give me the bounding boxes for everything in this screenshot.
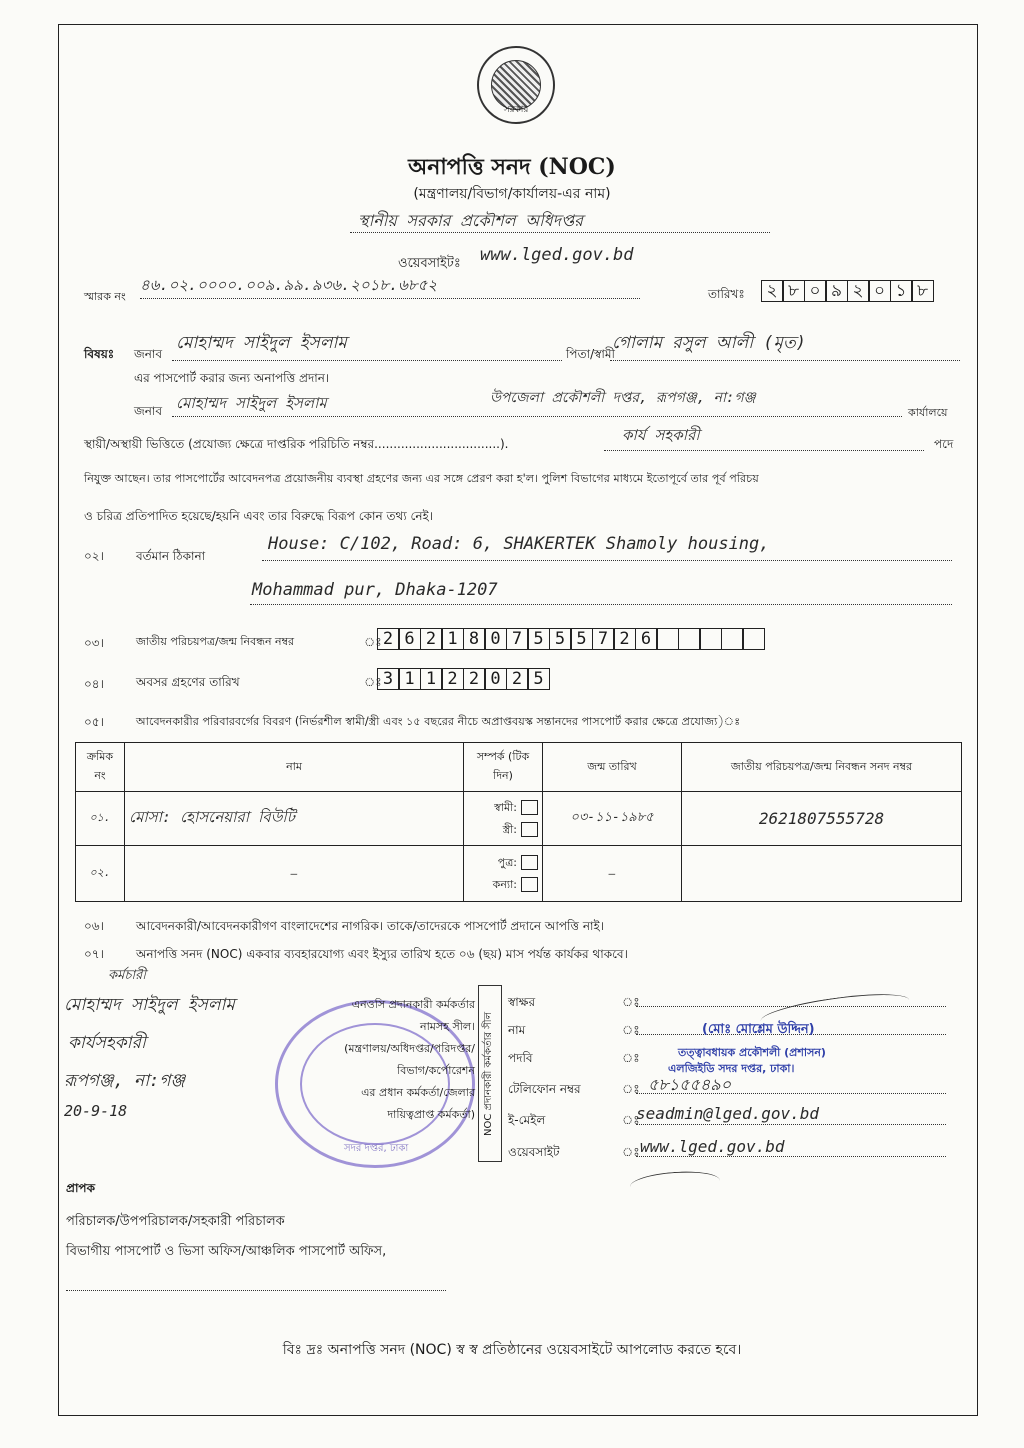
website-field-label: ওয়েবসাইট — [508, 1145, 560, 1159]
date-digit: ৮ — [911, 280, 934, 302]
row-nid — [682, 846, 962, 902]
applicant-sign-title: কার্যসহকারী — [68, 1033, 146, 1053]
date-digit: ০ — [804, 280, 827, 302]
web-colon: ঃ — [622, 1145, 640, 1159]
col-dob: জন্ম তারিখ — [543, 743, 682, 792]
recipient-line-2: বিভাগীয় পাসপোর্ট ও ভিসা অফিস/আঞ্চলিক পাসপোর্ট অফিস, — [66, 1244, 387, 1259]
office-name: স্থানীয় সরকার প্রকৌশল অধিদপ্তর — [358, 211, 583, 230]
signer-post: তত্ত্বাবধায়ক প্রকৌশলী (প্রশাসন) — [678, 1046, 826, 1059]
post-colon: ঃ — [622, 1051, 640, 1065]
phone-label: টেলিফোন নম্বর — [508, 1082, 581, 1096]
signer-org: এলজিইডি সদর দপ্তর, ঢাকা। — [668, 1062, 795, 1075]
nid-digit — [742, 628, 765, 650]
subject-line2: এর পাসপোর্ট করার জন্য অনাপত্তি প্রদান। — [134, 371, 330, 385]
nid-digit: 6 — [635, 628, 658, 650]
rel-a-label: স্বামী: — [494, 800, 517, 814]
nid-digit: 0 — [484, 628, 507, 650]
rel-b-checkbox[interactable] — [521, 877, 538, 892]
subject-line3: স্থায়ী/অস্থায়ী ভিত্তিতে (প্রযোজ্য ক্ষেত্রে দাপ্তরিক পরিচিতি নম্বর.................................). — [84, 437, 509, 451]
row-relation — [464, 846, 543, 902]
memo-label: স্মারক নং — [84, 290, 126, 303]
date-digit: ১ — [890, 280, 913, 302]
date-label: তারিখঃ — [708, 287, 745, 301]
recipient-dotline — [66, 1290, 446, 1291]
address-line-1: House: C/102, Road: 6, SHAKERTEK Shamoly housing, — [268, 534, 770, 554]
seal-label: সরকার — [503, 105, 529, 115]
retire-digit: 3 — [377, 668, 400, 690]
father-name: গোলাম রসুল আলী (মৃত) — [612, 333, 806, 353]
rel-b-label: স্ত্রী: — [502, 822, 517, 836]
nid-digit — [699, 628, 722, 650]
family-label: আবেদনকারীর পরিবারবর্গের বিবরণ (নির্ভরশীল স্বামী/স্ত্রী এবং ১৫ বছরের নীচে অপ্রাপ্তবয়স্ক সন্তানদের পাসপোর্ট করার ক্ষেত্রে প্রযোজ্য)ঃ — [136, 715, 741, 728]
rel-b-label: কন্যা: — [492, 877, 517, 891]
nid-digit: 8 — [463, 628, 486, 650]
item-04-number: ০৪। — [84, 677, 104, 691]
footer-note: বিঃ দ্রঃ অনাপত্তি সনদ (NOC) স্ব স্ব প্রতিষ্ঠানের ওয়েবসাইটে আপলোড করতে হবে। — [282, 1342, 742, 1358]
office-dotline — [350, 232, 770, 233]
date-digit: ০ — [868, 280, 891, 302]
paragraph-2: ও চরিত্র প্রতিপাদিত হয়েছে/হয়নি এবং তার বিরুদ্ধে বিরূপ কোন তথ্য নেই। — [84, 509, 434, 523]
office-2: উপজেলা প্রকৌশলী দপ্তর, রূপগঞ্জ, না:গঞ্জ — [490, 390, 756, 406]
retire-digit: 1 — [398, 668, 421, 690]
nid-digit: 5 — [527, 628, 550, 650]
signer-phone: ৫৮১৫৫৪৯০ — [648, 1075, 732, 1094]
nid-digit: 7 — [592, 628, 615, 650]
subject-label: বিষয়ঃ — [84, 347, 115, 361]
stamp-text: সদর দপ্তর, ঢাকা — [344, 1143, 409, 1154]
office2-dotline — [172, 416, 902, 417]
post-label: পদবি — [508, 1051, 533, 1065]
retire-digit: 5 — [527, 668, 550, 690]
address-label: বর্তমান ঠিকানা — [136, 549, 206, 563]
memo-dotline — [140, 298, 640, 299]
signer-name: (মোঃ মোশ্লেম উদ্দিন) — [702, 1022, 815, 1037]
rel-a-label: পুত্র: — [497, 855, 517, 869]
item-05-number: ০৫। — [84, 715, 104, 729]
nid-label: জাতীয় পরিচয়পত্র/জন্ম নিবন্ধন নম্বর — [136, 635, 295, 648]
nid-digit: 5 — [549, 628, 572, 650]
issuer-line-6: দায়িত্বপ্রাপ্ত কর্মকর্তা) — [387, 1108, 475, 1121]
applicant-sign-name: মোহাম্মদ সাইদুল ইসলাম — [64, 995, 235, 1015]
nid-digit: 6 — [398, 628, 421, 650]
item-03-number: ০৩। — [84, 636, 104, 650]
date-digit: ৮ — [782, 280, 805, 302]
government-seal — [477, 46, 555, 124]
row-dob: — — [543, 846, 682, 902]
website-label: ওয়েবসাইটঃ — [398, 256, 461, 271]
signer-website: www.lged.gov.bd — [640, 1137, 785, 1156]
family-table — [75, 742, 962, 902]
nid-digit: 2 — [420, 628, 443, 650]
rel-a-checkbox[interactable] — [521, 800, 538, 815]
email-label: ই-মেইল — [508, 1113, 546, 1127]
validity-text: অনাপত্তি সনদ (NOC) একবার ব্যবহারযোগ্য এবং ইস্যুর তারিখ হতে ০৬ (ছয়) মাস পর্যন্ত কার্যকর থাকবে। — [136, 947, 628, 961]
document-title: অনাপত্তি সনদ (NOC) — [408, 154, 616, 180]
retire-digit: 0 — [484, 668, 507, 690]
date-digit: ২ — [761, 280, 784, 302]
address-dotline-2 — [250, 604, 952, 605]
rel-b-checkbox[interactable] — [521, 822, 538, 837]
office-suffix: কার্যালয়ে — [908, 406, 948, 419]
web-dotline — [636, 1156, 946, 1157]
document-subtitle: (মন্ত্রণালয়/বিভাগ/কার্যালয়-এর নাম) — [413, 186, 611, 202]
janab-label: জনাব — [134, 347, 163, 361]
nid-digit: 5 — [570, 628, 593, 650]
row-name: — — [125, 846, 464, 902]
retire-digit: 1 — [420, 668, 443, 690]
col-nid: জাতীয় পরিচয়পত্র/জন্ম নিবন্ধন সনদ নম্বর — [682, 743, 962, 792]
item-06-number: ০৬। — [84, 919, 104, 933]
signer-email: seadmin@lged.gov.bd — [636, 1104, 820, 1123]
applicant-sign-date: 20-9-18 — [64, 1102, 128, 1120]
col-relation: সম্পর্ক (টিক দিন) — [464, 743, 543, 792]
post-value: কার্য সহকারী — [622, 426, 700, 444]
table-row — [76, 846, 962, 902]
retire-colon: ঃ — [364, 675, 382, 689]
nid-digit — [678, 628, 701, 650]
nid-digit: 7 — [506, 628, 529, 650]
item-07-number: ০৭। — [84, 947, 104, 961]
father-label: পিতা/স্বামী — [566, 347, 615, 361]
memo-number: ৪৬.০২.০০০০.০০৯.৯৯.৯৩৬.২০১৮.৬৮৫২ — [140, 276, 438, 294]
sign-label: স্বাক্ষর — [508, 995, 536, 1009]
row-serial: ০১. — [76, 792, 125, 846]
nid-boxes — [378, 628, 765, 650]
item-02-number: ০২। — [84, 549, 104, 563]
nid-colon: ঃ — [364, 635, 382, 649]
post-dotline — [604, 450, 924, 451]
applicant-sign-place: রূপগঞ্জ, না:গঞ্জ — [64, 1071, 186, 1091]
retire-digit: 2 — [463, 668, 486, 690]
retire-digit: 2 — [506, 668, 529, 690]
nid-digit — [721, 628, 744, 650]
nid-digit: 2 — [613, 628, 636, 650]
nid-digit: 2 — [377, 628, 400, 650]
issuer-line-2: নামসহ সীল। — [420, 1020, 475, 1033]
janab2-label: জনাব — [134, 404, 163, 418]
recipient-line-1: পরিচালক/উপপরিচালক/সহকারী পরিচালক — [66, 1214, 285, 1229]
retire-label: অবসর গ্রহণের তারিখ — [136, 675, 240, 689]
name-dotline — [172, 360, 562, 361]
post-suffix: পদে — [934, 437, 954, 451]
paragraph-1: নিযুক্ত আছেন। তার পাসপোর্টের আবেদনপত্র প্রয়োজনীয় ব্যবস্থা গ্রহণের জন্য এর সঙ্গে প্রেরণ করা হ'ল। পুলিশ বিভাগের মাধ্যমে ইতোপূর্বে তার পূর্ব পরিচয় — [84, 472, 759, 485]
website-value: www.lged.gov.bd — [480, 245, 634, 265]
issuer-line-1: এনওসি প্রদানকারী কর্মকর্তার — [351, 998, 475, 1011]
email-dotline — [636, 1124, 946, 1125]
address-dotline-1 — [262, 560, 952, 561]
nid-digit: 1 — [441, 628, 464, 650]
issuer-block — [310, 994, 475, 1126]
issuer-line-4: বিভাগ/কর্পোরেশন — [397, 1064, 475, 1077]
name-label: নাম — [508, 1023, 526, 1037]
row-dob: ০৩-১১-১৯৮৫ — [543, 792, 682, 846]
col-name: নাম — [125, 743, 464, 792]
date-digit: ২ — [847, 280, 870, 302]
father-dotline — [610, 360, 960, 361]
table-row — [76, 792, 962, 846]
issuer-line-3: (মন্ত্রণালয়/অধিদপ্তর/পরিদপ্তর/ — [344, 1042, 475, 1055]
nid-digit — [656, 628, 679, 650]
row-nid: 2621807555728 — [682, 792, 962, 846]
email-colon: ঃ — [622, 1113, 640, 1127]
row-serial: ০২. — [76, 846, 125, 902]
phone-colon: ঃ — [622, 1082, 640, 1096]
rel-a-checkbox[interactable] — [521, 855, 538, 870]
issuer-line-5: এর প্রধান কর্মকর্তা/জেলার — [361, 1086, 475, 1099]
retire-boxes — [378, 668, 550, 690]
row-relation — [464, 792, 543, 846]
recipient-label: প্রাপক — [66, 1181, 95, 1195]
date-boxes — [762, 280, 934, 302]
table-header-row — [76, 743, 962, 792]
applicant-name: মোহাম্মদ সাইদুল ইসলাম — [176, 333, 347, 353]
sign-colon: ঃ — [622, 995, 640, 1009]
row-name: মোসা: হোসনেয়ারা বিউটি — [125, 792, 464, 846]
citizen-text: আবেদনকারী/আবেদনকারীগণ বাংলাদেশের নাগরিক। তাকে/তাদেরকে পাসপোর্ট প্রদানে আপত্তি নাই। — [136, 919, 605, 933]
name-colon: ঃ — [622, 1023, 640, 1037]
retire-digit: 2 — [441, 668, 464, 690]
address-line-2: Mohammad pur, Dhaka-1207 — [252, 580, 498, 600]
noc-rect-stamp: NOC প্রদানকারী কর্মকর্তার সীল — [478, 985, 502, 1162]
date-digit: ৯ — [825, 280, 848, 302]
applicant-name-2: মোহাম্মদ সাইদুল ইসলাম — [176, 394, 327, 412]
col-serial: ক্রমিক নং — [76, 743, 125, 792]
applicant-note: কর্মচারী — [108, 968, 146, 983]
